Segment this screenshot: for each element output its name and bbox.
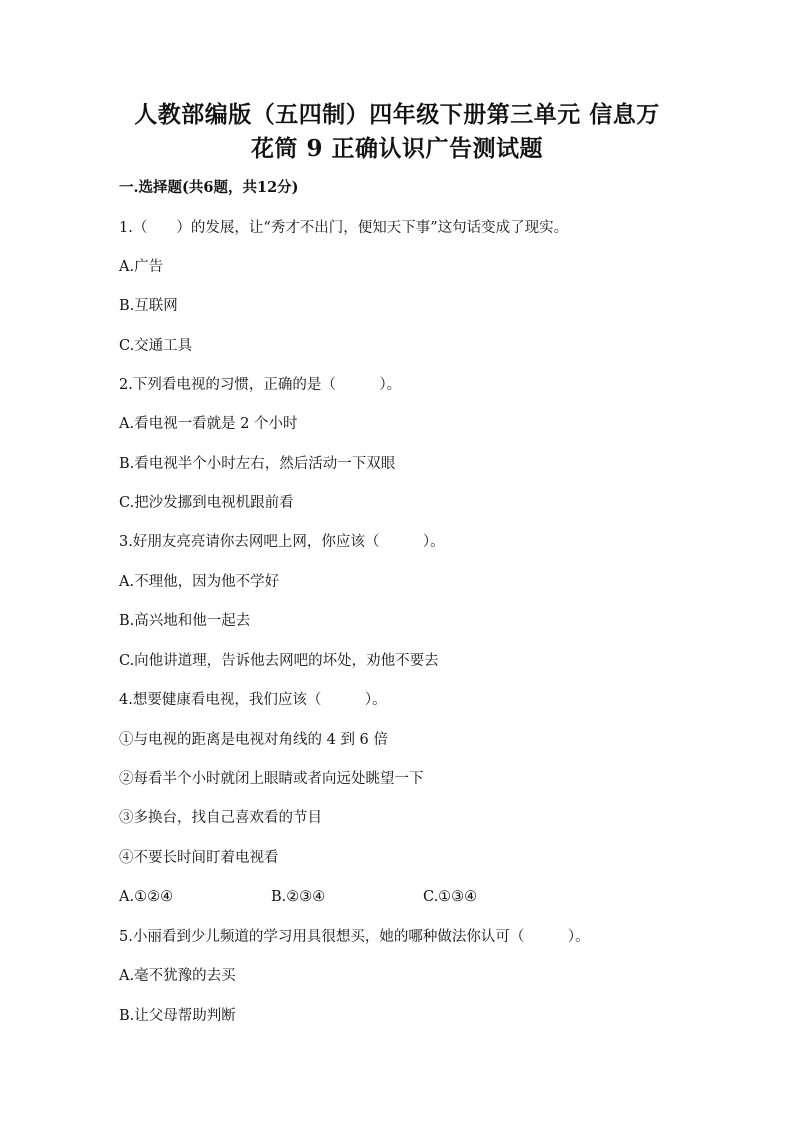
question-4-stem: 4.想要健康看电视，我们应该（ ）。: [119, 692, 387, 708]
question-1-option-b: B.互联网: [119, 298, 178, 314]
question-4-option-a: A.①②④: [119, 889, 174, 905]
question-5-stem: 5.小丽看到少儿频道的学习用具很想买，她的哪种做法你认可（ ）。: [119, 929, 590, 945]
question-4-option-c: C.①③④: [423, 889, 478, 905]
question-1-option-a: A.广告: [119, 259, 164, 275]
question-1-option-c: C.交通工具: [119, 338, 193, 354]
question-4-statement-2: ②每看半个小时就闭上眼睛或者向远处眺望一下: [119, 771, 424, 787]
question-2-option-b: B.看电视半个小时左右，然后活动一下双眼: [119, 456, 396, 472]
question-2-stem: 2.下列看电视的习惯，正确的是（ ）。: [119, 377, 402, 393]
question-5-option-b: B.让父母帮助判断: [119, 1008, 236, 1024]
document-title-line-2: 花筒 9 正确认识广告测试题: [250, 135, 544, 162]
question-2-option-c: C.把沙发挪到电视机跟前看: [119, 495, 294, 511]
question-5-option-a: A.毫不犹豫的去买: [119, 968, 236, 984]
question-3-option-a: A.不理他，因为他不学好: [119, 574, 280, 590]
question-1-stem: 1.（ ）的发展，让“秀才不出门，便知天下事”这句话变成了现实。: [119, 220, 569, 236]
question-4-statement-4: ④不要长时间盯着电视看: [119, 850, 279, 866]
question-4-option-b: B.②③④: [271, 889, 326, 905]
section-heading: 一.选择题(共6题，共12分): [119, 179, 299, 196]
question-4-statement-3: ③多换台，找自己喜欢看的节目: [119, 810, 322, 826]
question-4-statement-1: ①与电视的距离是电视对角线的 4 到 6 倍: [119, 732, 388, 748]
question-3-option-b: B.高兴地和他一起去: [119, 613, 251, 629]
question-3-option-c: C.向他讲道理，告诉他去网吧的坏处，劝他不要去: [119, 653, 439, 669]
question-3-stem: 3.好朋友亮亮请你去网吧上网，你应该（ ）。: [119, 534, 445, 550]
document-title-line-1: 人教部编版（五四制）四年级下册第三单元 信息万: [134, 101, 660, 128]
question-2-option-a: A.看电视一看就是 2 个小时: [119, 416, 298, 432]
